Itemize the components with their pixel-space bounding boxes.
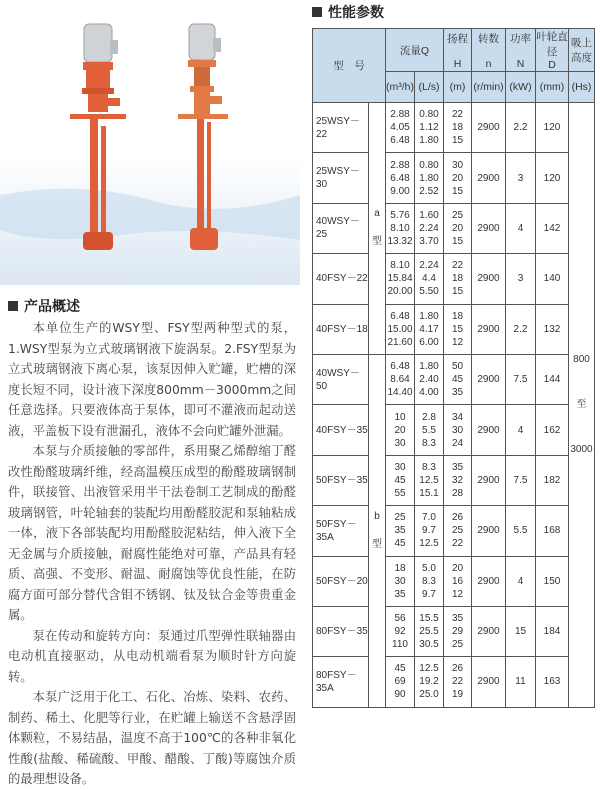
head-cell: 25 20 15: [444, 203, 472, 253]
flow-m3h-cell: 18 30 35: [386, 556, 415, 606]
header-power-unit: (kW): [506, 72, 536, 103]
model-cell: 25WSY－22: [313, 103, 369, 153]
head-cell: 26 22 19: [444, 657, 472, 707]
head-cell: 18 15 12: [444, 304, 472, 354]
head-cell: 50 45 35: [444, 354, 472, 404]
flow-ls-cell: 0.80 1.12 1.80: [415, 103, 444, 153]
table-row: [313, 506, 595, 556]
model-cell: 40FSY－22: [313, 254, 369, 304]
impeller-cell: 142: [536, 203, 569, 253]
head-cell: 22 18 15: [444, 254, 472, 304]
model-cell: 80FSY－35: [313, 606, 369, 656]
power-cell: 3: [506, 153, 536, 203]
power-cell: 4: [506, 203, 536, 253]
speed-cell: 2900: [472, 304, 506, 354]
table-row: [313, 354, 595, 404]
power-cell: 3: [506, 254, 536, 304]
pump-product-photo: [0, 0, 300, 285]
speed-cell: 2900: [472, 657, 506, 707]
head-cell: 34 30 24: [444, 405, 472, 455]
head-cell: 35 32 28: [444, 455, 472, 505]
flow-m3h-cell: 45 69 90: [386, 657, 415, 707]
square-bullet-icon: [312, 7, 322, 17]
power-cell: 15: [506, 606, 536, 656]
table-row: [313, 657, 595, 707]
flow-ls-cell: 7.0 9.7 12.5: [415, 506, 444, 556]
speed-cell: 2900: [472, 153, 506, 203]
flow-ls-cell: 1.80 2.40 4.00: [415, 354, 444, 404]
flow-m3h-cell: 6.48 8.64 14.40: [386, 354, 415, 404]
flow-m3h-cell: 2.88 4.05 6.48: [386, 103, 415, 153]
impeller-cell: 168: [536, 506, 569, 556]
speed-cell: 2900: [472, 203, 506, 253]
header-impeller-unit: (mm): [536, 72, 569, 103]
impeller-cell: 132: [536, 304, 569, 354]
model-cell: 40WSY－50: [313, 354, 369, 404]
header-suction-unit: (Hs): [569, 72, 595, 103]
flow-m3h-cell: 6.48 15.00 21.60: [386, 304, 415, 354]
model-cell: 50FSY－35A: [313, 506, 369, 556]
head-cell: 35 29 25: [444, 606, 472, 656]
head-cell: 26 25 22: [444, 506, 472, 556]
flow-m3h-cell: 30 45 55: [386, 455, 415, 505]
impeller-cell: 144: [536, 354, 569, 404]
speed-cell: 2900: [472, 405, 506, 455]
speed-cell: 2900: [472, 254, 506, 304]
table-row: [313, 556, 595, 606]
flow-m3h-cell: 25 35 45: [386, 506, 415, 556]
impeller-cell: 140: [536, 254, 569, 304]
header-power: 功率 N: [506, 29, 536, 72]
overview-paragraph: 泵在传动和旋转方向：泵通过爪型弹性联轴器由电动机直接驱动，从电动机端看泵为顺时针方向旋转。: [8, 628, 296, 684]
power-cell: 7.5: [506, 455, 536, 505]
speed-cell: 2900: [472, 103, 506, 153]
flow-m3h-cell: 10 20 30: [386, 405, 415, 455]
power-cell: 7.5: [506, 354, 536, 404]
model-cell: 40FSY－18: [313, 304, 369, 354]
flow-ls-cell: 2.24 4.4 5.50: [415, 254, 444, 304]
model-cell: 50FSY－20: [313, 556, 369, 606]
power-cell: 5.5: [506, 506, 536, 556]
impeller-cell: 150: [536, 556, 569, 606]
table-row: [313, 103, 595, 153]
performance-table: [312, 28, 595, 708]
impeller-cell: 182: [536, 455, 569, 505]
flow-ls-cell: 1.80 4.17 6.00: [415, 304, 444, 354]
power-cell: 11: [506, 657, 536, 707]
power-cell: 4: [506, 405, 536, 455]
power-cell: 2.2: [506, 103, 536, 153]
flow-ls-cell: 5.0 8.3 9.7: [415, 556, 444, 606]
flow-ls-cell: 8.3 12.5 15.1: [415, 455, 444, 505]
overview-paragraph: 本泵与介质接触的零部件，系用聚乙烯醇缩丁醛改性酚醛玻璃纤维，经高温模压成型的酚醛玻璃钢制件，联接管、出液管采用半干法卷制工艺制成的酚醛玻璃钢管，叶轮轴套的装配均用酚醛胶泥和泵轴粘成一体，液下各部装配均用酚醛胶泥粘结，伸入液下全无金属与介质接触，耐腐性能绝对可靠，产品具有轻质、高强、不变形、耐温、耐腐蚀等优良性能，在防腐方面可部分替代含钼不锈钢、钛及钛合金等贵重金属。: [8, 444, 296, 622]
impeller-cell: 120: [536, 153, 569, 203]
flow-m3h-cell: 2.88 6.48 9.00: [386, 153, 415, 203]
type-b-cell: b 型: [369, 354, 386, 707]
model-cell: 40FSY－35: [313, 405, 369, 455]
model-cell: 50FSY－35: [313, 455, 369, 505]
flow-ls-cell: 12.5 19.2 25.0: [415, 657, 444, 707]
header-model: 型 号: [313, 29, 386, 103]
overview-paragraph: 本泵广泛用于化工、石化、冶炼、染料、农药、制药、稀土、化肥等行业，在贮罐上输送不含悬浮固体颗粒，不易结晶，温度不高于100℃的各种非氧化性酸(盐酸、稀硫酸、甲酸、醋酸、丁酸)等腐蚀介质的最理想设备。: [8, 690, 296, 786]
impeller-cell: 163: [536, 657, 569, 707]
flow-m3h-cell: 8.10 15.84 20.00: [386, 254, 415, 304]
table-row: [313, 203, 595, 253]
flow-ls-cell: 0.80 1.80 2.52: [415, 153, 444, 203]
header-speed: 转数 n: [472, 29, 506, 72]
header-suction: 吸上高度: [569, 29, 595, 72]
square-bullet-icon: [8, 301, 18, 311]
flow-m3h-cell: 5.76 8.10 13.32: [386, 203, 415, 253]
header-speed-unit: (r/min): [472, 72, 506, 103]
overview-paragraph: 本单位生产的WSY型、FSY型两种型式的泵，1.WSY型泵为立式玻璃钢液下旋涡泵。2.FSY型泵为立式玻璃钢液下离心泵，该泵因伸入贮罐，贮槽的深度长短不同，设计液下深度800mm－3000mm之间任意选择。只要液体高于泵体，即可不灌液而起动送液，平盖板下设有泄漏孔，液体不会向贮罐外泄漏。: [8, 321, 296, 438]
speed-cell: 2900: [472, 606, 506, 656]
power-cell: 2.2: [506, 304, 536, 354]
table-row: [313, 455, 595, 505]
model-cell: 80FSY－35A: [313, 657, 369, 707]
header-flow-ls: (L/s): [415, 72, 444, 103]
speed-cell: 2900: [472, 455, 506, 505]
impeller-cell: 184: [536, 606, 569, 656]
head-cell: 20 16 12: [444, 556, 472, 606]
header-head: 扬程 H: [444, 29, 472, 72]
overview-heading: 产品概述: [8, 296, 80, 316]
type-a-cell: a 型: [369, 103, 386, 355]
model-cell: 25WSY－30: [313, 153, 369, 203]
header-flow: 流量Q: [386, 29, 444, 72]
speed-cell: 2900: [472, 506, 506, 556]
flow-m3h-cell: 56 92 110: [386, 606, 415, 656]
suction-height-cell: 800 至 3000: [569, 103, 595, 708]
flow-ls-cell: 2.8 5.5 8.3: [415, 405, 444, 455]
power-cell: 4: [506, 556, 536, 606]
impeller-cell: 162: [536, 405, 569, 455]
table-row: [313, 405, 595, 455]
header-head-unit: (m): [444, 72, 472, 103]
model-cell: 40WSY－25: [313, 203, 369, 253]
table-row: [313, 304, 595, 354]
flow-ls-cell: 1.60 2.24 3.70: [415, 203, 444, 253]
table-row: [313, 153, 595, 203]
flow-ls-cell: 15.5 25.5 30.5: [415, 606, 444, 656]
performance-heading: 性能参数: [312, 2, 384, 22]
header-impeller: 叶轮直径 D: [536, 29, 569, 72]
table-row: [313, 606, 595, 656]
head-cell: 30 20 15: [444, 153, 472, 203]
overview-text: [8, 318, 296, 790]
head-cell: 22 18 15: [444, 103, 472, 153]
impeller-cell: 120: [536, 103, 569, 153]
table-row: [313, 254, 595, 304]
header-flow-m3h: (m³/h): [386, 72, 415, 103]
speed-cell: 2900: [472, 556, 506, 606]
speed-cell: 2900: [472, 354, 506, 404]
